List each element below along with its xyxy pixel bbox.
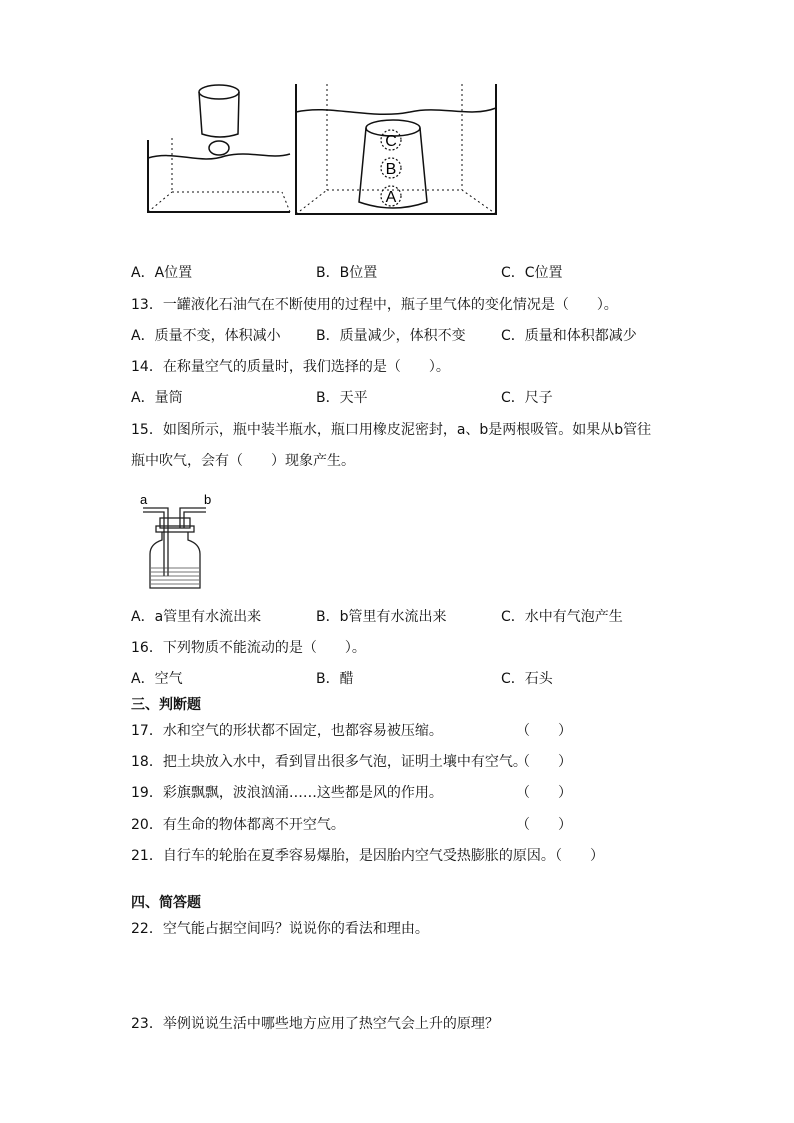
- q18-blank: （ ）: [516, 754, 572, 770]
- q16-option-a: A．空气: [131, 671, 183, 687]
- q12-option-a: A．A位置: [131, 265, 193, 281]
- q17-blank: （ ）: [516, 723, 572, 739]
- tube-label-b: b: [204, 492, 212, 507]
- q12-option-c: C．C位置: [501, 265, 563, 281]
- q14-option-b: B．天平: [316, 390, 368, 406]
- q21-blank: （ ）: [548, 848, 604, 864]
- q13-option-b: B．质量减少，体积不变: [316, 328, 466, 344]
- q15-option-a: A．a管里有水流出来: [131, 609, 262, 625]
- figure-label-b: B: [385, 161, 397, 178]
- q18-text: 18．把土块放入水中，看到冒出很多气泡，证明土壤中有空气。: [131, 754, 527, 770]
- bottle-figure: [128, 488, 248, 598]
- q16-text: 16．下列物质不能流动的是（ ）。: [131, 640, 366, 656]
- q23-text: 23．举例说说生活中哪些地方应用了热空气会上升的原理？: [131, 1016, 499, 1032]
- q16-option-b: B．醋: [316, 671, 354, 687]
- q12-option-b: B．B位置: [316, 265, 378, 281]
- q15-text-line1: 15．如图所示，瓶中装半瓶水，瓶口用橡皮泥密封，a、b是两根吸管。如果从b管往: [131, 422, 652, 438]
- q19-text: 19．彩旗飘飘，波浪汹涌……这些都是风的作用。: [131, 785, 443, 801]
- q17-text: 17．水和空气的形状都不固定，也都容易被压缩。: [131, 723, 443, 739]
- q20-blank: （ ）: [516, 817, 572, 833]
- q16-option-c: C．石头: [501, 671, 553, 687]
- q20-text: 20．有生命的物体都离不开空气。: [131, 817, 345, 833]
- q15-option-b: B．b管里有水流出来: [316, 609, 447, 625]
- q19-blank: （ ）: [516, 785, 572, 801]
- q15-option-c: C．水中有气泡产生: [501, 609, 623, 625]
- left-tank: [148, 85, 290, 212]
- tube-label-a: a: [140, 492, 148, 507]
- q14-option-a: A．量筒: [131, 390, 183, 406]
- q15-text-line2: 瓶中吹气，会有（ ）现象产生。: [131, 453, 355, 469]
- q21-text: 21．自行车的轮胎在夏季容易爆胎，是因胎内空气受热膨胀的原因。: [131, 848, 555, 864]
- q13-option-a: A．质量不变，体积减小: [131, 328, 281, 344]
- figure-label-c: C: [385, 133, 397, 150]
- cup-experiment-figure: [0, 0, 794, 230]
- section4-title: 四、简答题: [131, 895, 201, 911]
- q13-option-c: C．质量和体积都减少: [501, 328, 637, 344]
- q14-text: 14．在称量空气的质量时，我们选择的是（ ）。: [131, 359, 450, 375]
- q14-option-c: C．尺子: [501, 390, 553, 406]
- section3-title: 三、判断题: [131, 697, 201, 713]
- figure-label-a: A: [385, 189, 397, 206]
- q13-text: 13．一罐液化石油气在不断使用的过程中，瓶子里气体的变化情况是（ ）。: [131, 297, 618, 313]
- q22-text: 22．空气能占据空间吗？说说你的看法和理由。: [131, 921, 429, 937]
